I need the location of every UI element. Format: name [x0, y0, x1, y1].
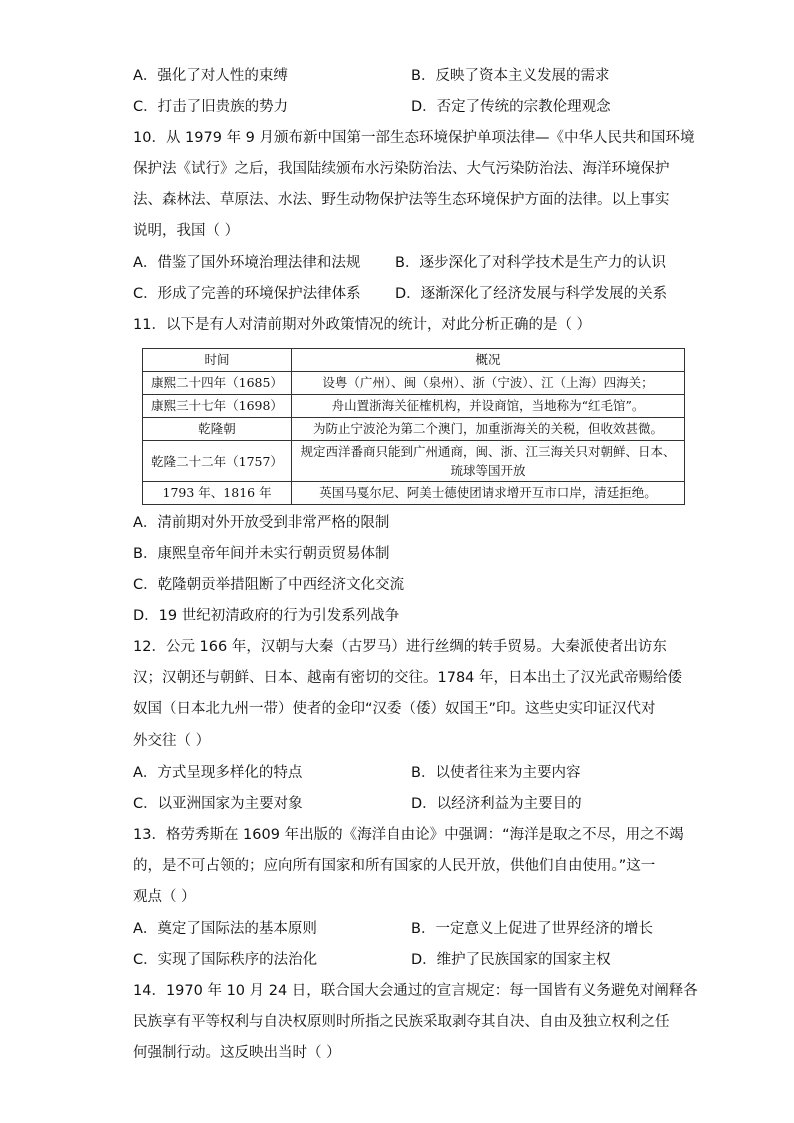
q12-option-a[interactable]: A．方式呈现多样化的特点 — [133, 765, 303, 781]
table-cell-time: 康熙三十七年（1698） — [143, 395, 292, 418]
table-header-summary: 概况 — [292, 349, 685, 372]
q14-stem-line-2: 民族享有平等权利与自决权原则时所指之民族采取剥夺其自决、自由及独立权利之任 — [133, 1014, 670, 1030]
table-row — [143, 418, 685, 441]
q11-policy-table — [142, 348, 685, 505]
q12-stem-line-1: 12．公元 166 年，汉朝与大秦（古罗马）进行丝绸的转手贸易。大秦派使者出访东 — [133, 639, 667, 655]
q10-option-c[interactable]: C．形成了完善的环境保护法律体系 — [133, 286, 361, 302]
q13-option-a[interactable]: A．奠定了国际法的基本原则 — [133, 921, 317, 937]
q9-option-c[interactable]: C．打击了旧贵族的势力 — [133, 99, 289, 115]
table-cell-time: 康熙二十四年（1685） — [143, 372, 292, 395]
table-cell-time: 1793 年、1816 年 — [143, 482, 292, 505]
q11-option-d[interactable]: D．19 世纪初清政府的行为引发系列战争 — [133, 608, 400, 624]
table-row — [143, 441, 685, 482]
table-header-row — [143, 349, 685, 372]
table-row — [143, 395, 685, 418]
table-cell-summary: 规定西洋番商只能到广州通商，闽、浙、江三海关只对朝鲜、日本、琉球等国开放 — [292, 441, 685, 482]
table-cell-time: 乾隆二十二年（1757） — [143, 441, 292, 482]
q12-stem-line-4: 外交往（ ） — [133, 733, 211, 749]
q10-stem-line-3: 法、森林法、草原法、水法、野生动物保护法等生态环境保护方面的法律。以上事实 — [133, 192, 670, 208]
q11-option-c[interactable]: C．乾隆朝贡举措阻断了中西经济文化交流 — [133, 577, 405, 593]
q14-stem-line-3: 何强制行动。这反映出当时（ ） — [133, 1045, 341, 1061]
q10-option-a[interactable]: A．借鉴了国外环境治理法律和法规 — [133, 255, 361, 271]
q10-stem-line-1: 10．从 1979 年 9 月颁布新中国第一部生态环境保护单项法律—《中华人民共和国环境 — [133, 130, 695, 146]
q12-stem-line-2: 汉；汉朝还与朝鲜、日本、越南有密切的交往。1784 年，日本出土了汉光武帝赐给倭 — [133, 670, 683, 686]
table-cell-time: 乾隆朝 — [143, 418, 292, 441]
q14-stem-line-1: 14．1970 年 10 月 24 日，联合国大会通过的宣言规定：每一国皆有义务避免对阐释各 — [133, 983, 698, 999]
table-row — [143, 482, 685, 505]
q12-option-b[interactable]: B．以使者往来为主要内容 — [411, 765, 581, 781]
table-cell-summary: 为防止宁波沦为第二个澳门，加重浙海关的关税，但收效甚微。 — [292, 418, 685, 441]
q9-option-d[interactable]: D．否定了传统的宗教伦理观念 — [411, 99, 611, 115]
q12-stem-line-3: 奴国（日本北九州一带）使者的金印“汉委（倭）奴国王”印。这些史实印证汉代对 — [133, 701, 656, 717]
q10-stem-line-4: 说明，我国（ ） — [133, 223, 240, 239]
table-cell-summary: 设粤（广州）、闽（泉州）、浙（宁波）、江（上海）四海关； — [292, 372, 685, 395]
table-cell-summary: 舟山置浙海关征榷机构，并设商馆，当地称为“红毛馆”。 — [292, 395, 685, 418]
q13-stem-line-1: 13．格劳秀斯在 1609 年出版的《海洋自由论》中强调：“海洋是取之不尽，用之不竭 — [133, 827, 684, 843]
table-cell-summary: 英国马戛尔尼、阿美士德使团请求增开互市口岸，清廷拒绝。 — [292, 482, 685, 505]
q12-option-c[interactable]: C．以亚洲国家为主要对象 — [133, 796, 303, 812]
q9-option-b[interactable]: B．反映了资本主义发展的需求 — [411, 68, 610, 84]
q12-option-d[interactable]: D．以经济利益为主要目的 — [411, 796, 582, 812]
q13-option-b[interactable]: B．一定意义上促进了世界经济的增长 — [411, 921, 653, 937]
q13-stem-line-3: 观点（ ） — [133, 889, 196, 905]
q13-option-d[interactable]: D．维护了民族国家的国家主权 — [411, 952, 611, 968]
q10-stem-line-2: 保护法《试行》之后，我国陆续颁布水污染防治法、大气污染防治法、海洋环境保护 — [133, 161, 670, 177]
q11-option-a[interactable]: A．清前期对外开放受到非常严格的限制 — [133, 515, 390, 531]
q13-option-c[interactable]: C．实现了国际秩序的法治化 — [133, 952, 318, 968]
table-header-time: 时间 — [143, 349, 292, 372]
table-row — [143, 372, 685, 395]
q11-stem: 11．以下是有人对清前期对外政策情况的统计，对此分析正确的是（ ） — [133, 317, 592, 333]
q13-stem-line-2: 的，是不可占领的；应向所有国家和所有国家的人民开放，供他们自由使用。”这一 — [133, 858, 656, 874]
q10-option-d[interactable]: D．逐渐深化了经济发展与科学发展的关系 — [395, 286, 668, 302]
q11-option-b[interactable]: B．康熙皇帝年间并未实行朝贡贸易体制 — [133, 546, 390, 562]
q10-option-b[interactable]: B．逐步深化了对科学技术是生产力的认识 — [395, 255, 666, 271]
q9-option-a[interactable]: A．强化了对人性的束缚 — [133, 68, 288, 84]
